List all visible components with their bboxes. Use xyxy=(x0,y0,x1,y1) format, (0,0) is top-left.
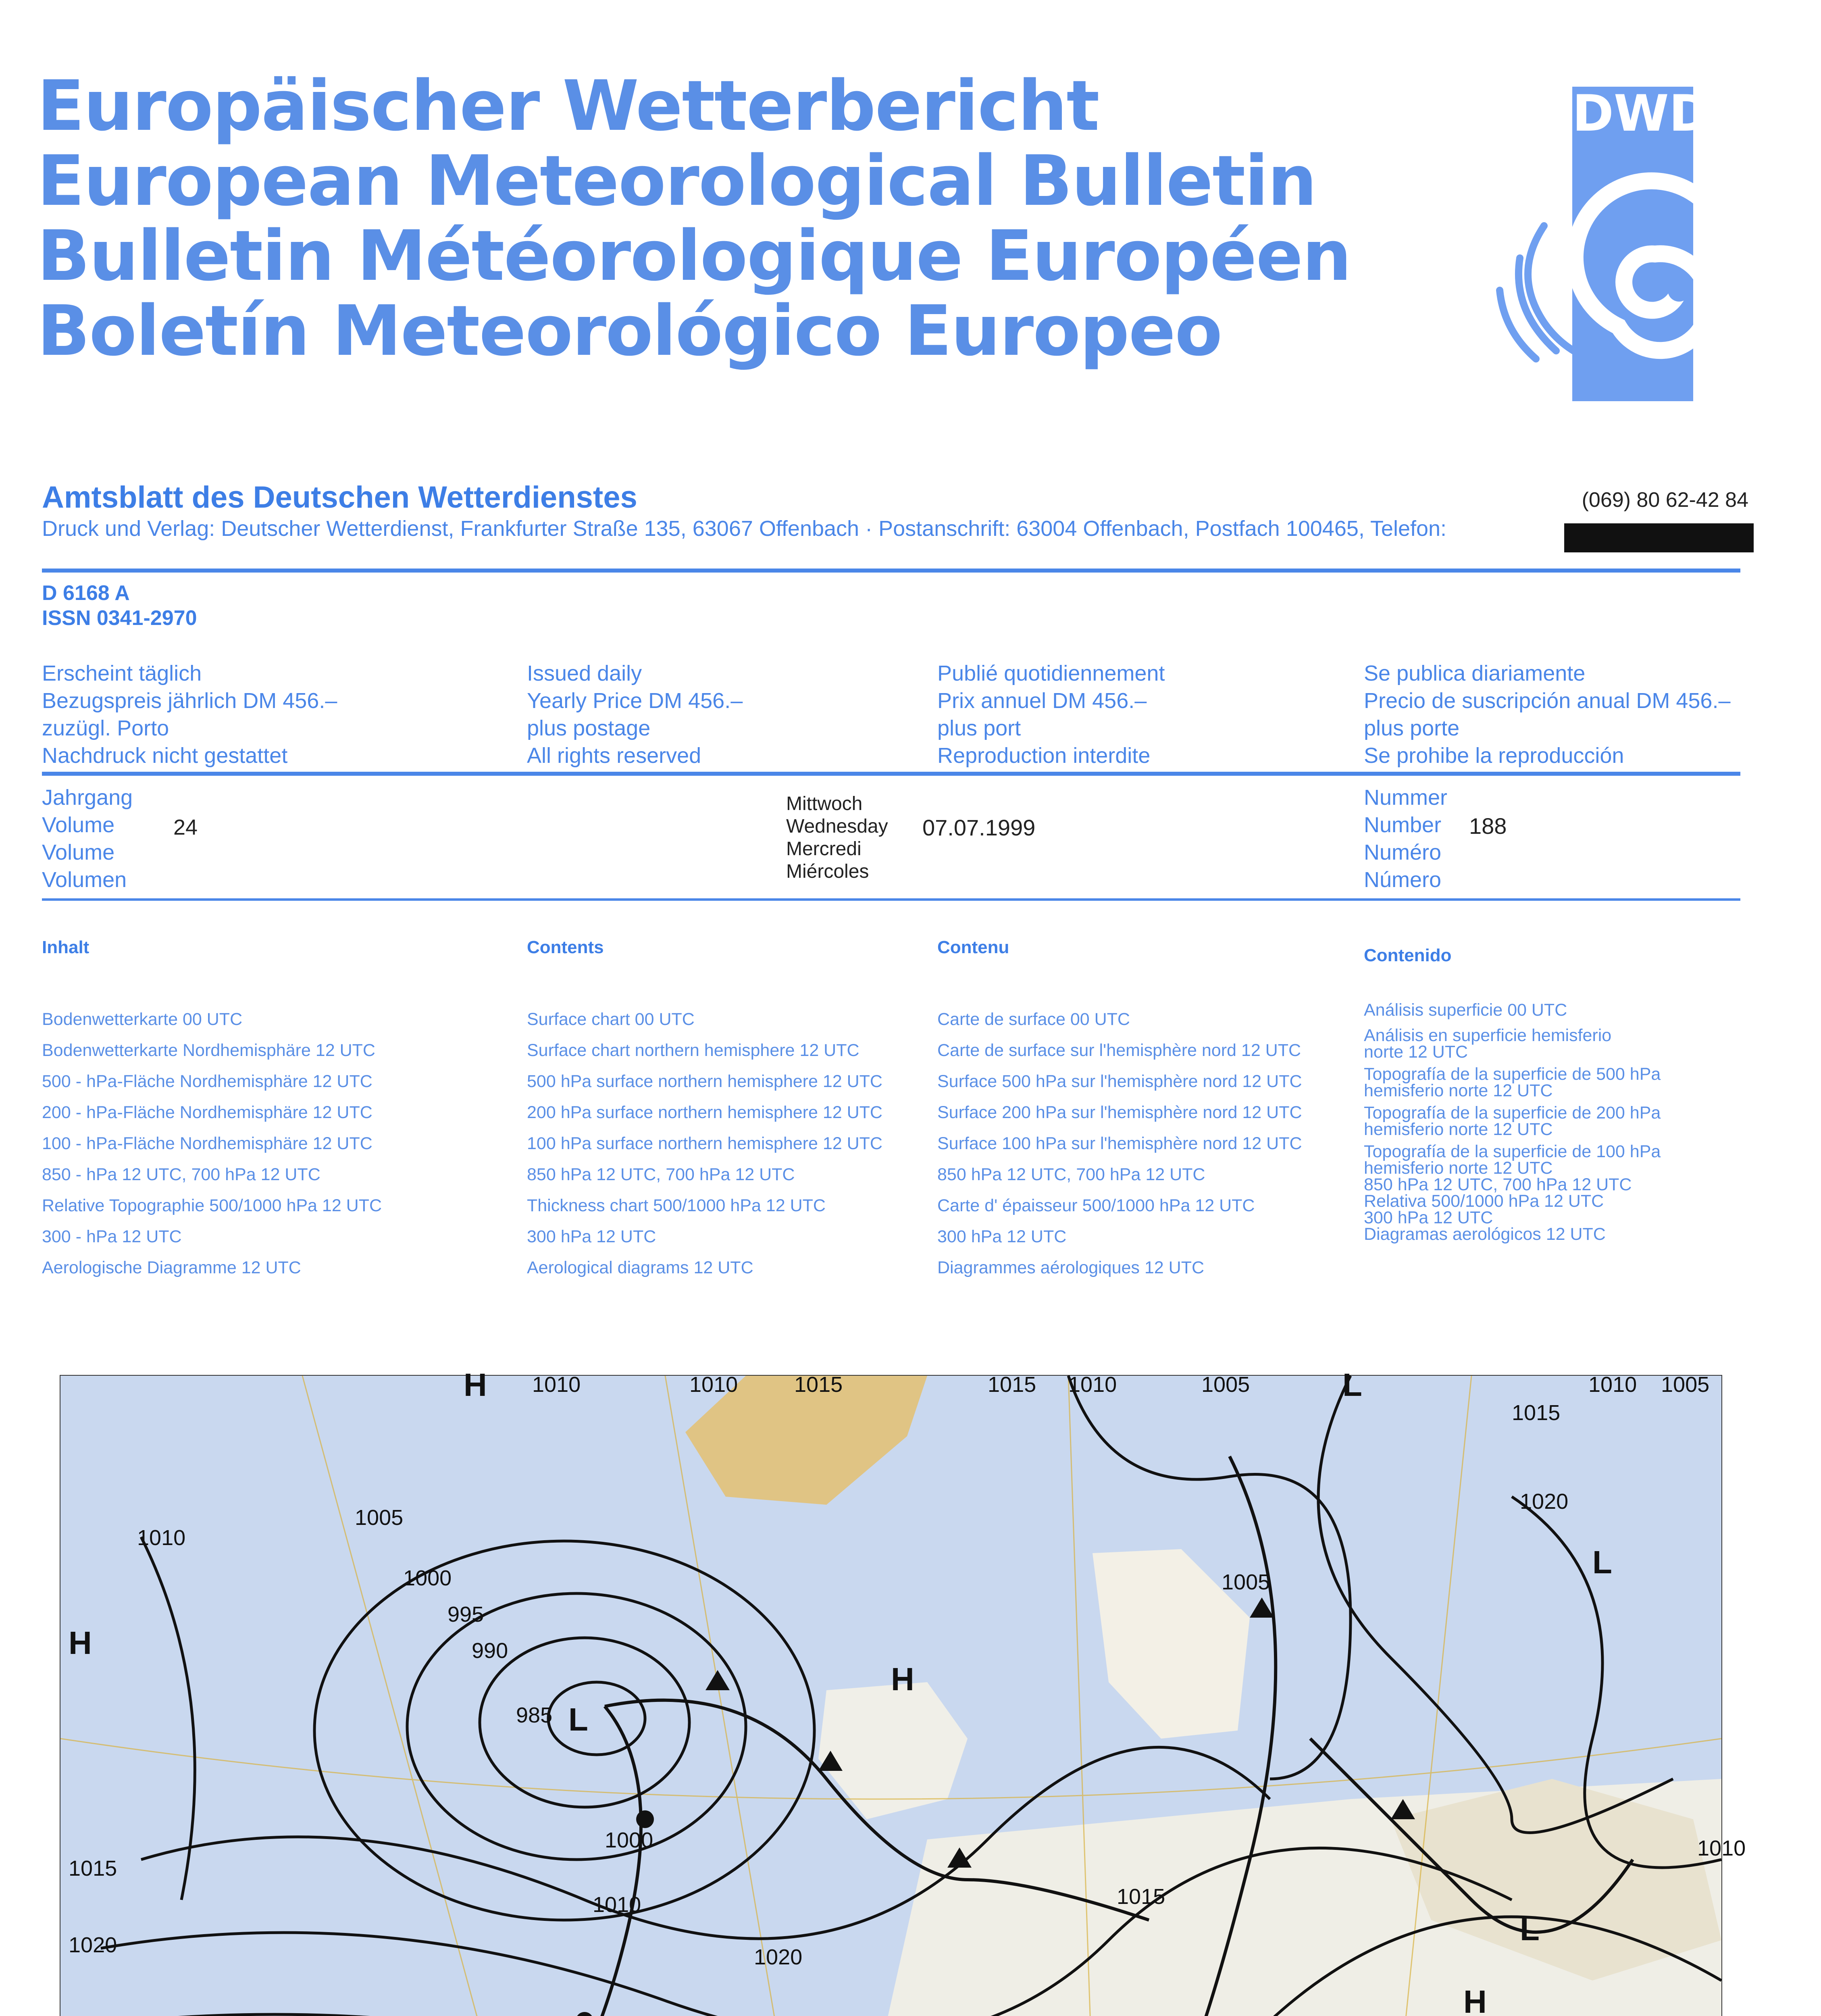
contents-item: Topografía de la superficie de 200 hPa xyxy=(1364,1103,1661,1123)
info-line: Issued daily xyxy=(527,661,642,685)
contents-item: Surface chart northern hemisphere 12 UTC xyxy=(527,1041,860,1060)
isobar-label: 1010 xyxy=(593,1893,641,1917)
contents-item: norte 12 UTC xyxy=(1364,1042,1468,1062)
contents-item: Diagrammes aérologiques 12 UTC xyxy=(937,1258,1205,1277)
volume-label: Jahrgang xyxy=(42,785,133,810)
isobar-label: 1020 xyxy=(1520,1489,1569,1514)
contents-item: hemisferio norte 12 UTC xyxy=(1364,1158,1553,1178)
contents-item: Diagramas aerológicos 12 UTC xyxy=(1364,1225,1606,1244)
identifiers xyxy=(42,581,197,631)
contents-item: hemisferio norte 12 UTC xyxy=(1364,1120,1553,1139)
contents-es xyxy=(1364,946,1661,1243)
isobar xyxy=(314,1541,814,1920)
front-triangle xyxy=(706,1670,730,1690)
isobar-label: 1020 xyxy=(754,1945,803,1969)
isobar-label: 1015 xyxy=(988,1372,1036,1397)
isobar-label: 1000 xyxy=(403,1566,452,1590)
number-labels xyxy=(1364,784,1447,893)
isobar-label: 1020 xyxy=(69,1933,117,1957)
contents-item: 200 hPa surface northern hemisphere 12 UTC xyxy=(527,1103,882,1122)
title-en: European Meteorological Bulletin xyxy=(37,140,1316,221)
info-line: Bezugspreis jährlich DM 456.– xyxy=(42,689,337,713)
isobar-label: 1010 xyxy=(1697,1836,1746,1860)
divider xyxy=(42,569,1740,573)
contents-item: 850 hPa 12 UTC, 700 hPa 12 UTC xyxy=(527,1165,795,1184)
info-line: zuzügl. Porto xyxy=(42,716,169,740)
contents-item: 300 hPa 12 UTC xyxy=(527,1227,656,1246)
number-value: 188 xyxy=(1469,813,1507,839)
publisher-line: Druck und Verlag: Deutscher Wetterdienst, Frankfurter Straße 135, 63067 Offenbach · Postanschrift: 63004 Offenbach, Postfach 100465, Telefon: xyxy=(42,516,1447,541)
weekday-label: Wednesday xyxy=(786,816,888,837)
contents-item: Carte de surface sur l'hemisphère nord 12 UTC xyxy=(937,1041,1301,1060)
isobar-label: 1015 xyxy=(794,1372,843,1397)
volume-label: Volume xyxy=(42,813,115,837)
warm-front xyxy=(504,1706,641,2016)
redaction-bar xyxy=(1564,523,1754,552)
isobar xyxy=(548,1682,645,1755)
bulletin-titles xyxy=(37,65,1351,371)
info-line: Se prohibe la reproducción xyxy=(1364,744,1624,768)
isobar-label: 1010 xyxy=(532,1372,581,1397)
info-line: Publié quotidiennement xyxy=(937,661,1165,685)
contents-heading: Inhalt xyxy=(42,937,89,957)
info-line: All rights reserved xyxy=(527,744,701,768)
contents-item: Bodenwetterkarte 00 UTC xyxy=(42,1010,243,1029)
d-number: D 6168 A xyxy=(42,581,130,605)
info-line: Reproduction interdite xyxy=(937,744,1151,768)
isobar-label: 1005 xyxy=(355,1506,404,1530)
contents-item: 500 - hPa-Fläche Nordhemisphäre 12 UTC xyxy=(42,1072,373,1091)
contents-heading: Contenido xyxy=(1364,946,1452,965)
contents-item: 850 hPa 12 UTC, 700 hPa 12 UTC xyxy=(1364,1175,1632,1194)
contents-item: 850 - hPa 12 UTC, 700 hPa 12 UTC xyxy=(42,1165,320,1184)
info-en xyxy=(527,660,743,769)
isobar xyxy=(1318,1376,1673,1833)
contents-item: 500 hPa surface northern hemisphere 12 UTC xyxy=(527,1072,882,1091)
issue-date: 07.07.1999 xyxy=(922,815,1036,840)
info-line: plus porte xyxy=(1364,716,1460,740)
contents-heading: Contenu xyxy=(937,937,1009,957)
divider xyxy=(42,898,1740,901)
info-line: plus postage xyxy=(527,716,651,740)
isobar-label: 1010 xyxy=(137,1526,186,1550)
front-semicircle xyxy=(576,2012,593,2016)
contents-item: 200 - hPa-Fläche Nordhemisphäre 12 UTC xyxy=(42,1103,373,1122)
isobar-label: 1005 xyxy=(1222,1570,1270,1594)
title-fr: Bulletin Météorologique Européen xyxy=(37,215,1351,296)
info-line: Prix annuel DM 456.– xyxy=(937,689,1147,713)
contents-item: Aerologische Diagramme 12 UTC xyxy=(42,1258,301,1277)
isobar-label: 1010 xyxy=(689,1372,738,1397)
contents-item: Relative Topographie 500/1000 hPa 12 UTC xyxy=(42,1196,382,1215)
volume-label: Volumen xyxy=(42,868,127,892)
low-center: L xyxy=(1592,1544,1612,1580)
title-de: Europäischer Wetterbericht xyxy=(37,65,1099,146)
surface-chart-svg xyxy=(60,1367,1746,2016)
number-label: Número xyxy=(1364,868,1442,892)
contents-item: Carte de surface 00 UTC xyxy=(937,1010,1130,1029)
info-line: Precio de suscripción anual DM 456.– xyxy=(1364,689,1731,713)
front-semicircle xyxy=(636,1810,654,1828)
agency-name: Amtsblatt des Deutschen Wetterdienstes xyxy=(42,480,637,514)
contents-item: Thickness chart 500/1000 hPa 12 UTC xyxy=(527,1196,826,1215)
contents-de xyxy=(42,937,382,1283)
contents-item: 100 - hPa-Fläche Nordhemisphäre 12 UTC xyxy=(42,1134,373,1153)
contents-item: Surface 500 hPa sur l'hemisphère nord 12 UTC xyxy=(937,1072,1302,1091)
swirl-logo-icon xyxy=(1476,169,1758,403)
contents-item: 100 hPa surface northern hemisphere 12 UTC xyxy=(527,1134,882,1153)
high-center: H xyxy=(69,1625,92,1661)
contents-item: Surface 100 hPa sur l'hemisphère nord 12 UTC xyxy=(937,1134,1302,1153)
contents-item: Análisis superficie 00 UTC xyxy=(1364,1000,1567,1020)
high-center: H xyxy=(1463,1984,1487,2016)
isobar-label: 985 xyxy=(516,1703,553,1727)
volume-labels xyxy=(42,784,133,893)
info-line: Erscheint täglich xyxy=(42,661,202,685)
low-center: L xyxy=(568,1702,588,1737)
info-es xyxy=(1364,660,1730,769)
high-center: H xyxy=(464,1367,487,1403)
contents-item: 300 hPa 12 UTC xyxy=(937,1227,1067,1246)
isobar-label: 1015 xyxy=(69,1856,117,1881)
title-es: Boletín Meteorológico Europeo xyxy=(37,290,1222,371)
contents-item: Topografía de la superficie de 500 hPa xyxy=(1364,1064,1661,1084)
contents-item: Análisis en superficie hemisferio xyxy=(1364,1026,1612,1045)
isobar-label: 1000 xyxy=(605,1828,653,1852)
surface-chart xyxy=(60,1367,1746,2016)
weekday-labels xyxy=(786,793,888,883)
weekday-label: Miércoles xyxy=(786,861,869,882)
weekday-label: Mittwoch xyxy=(786,793,863,814)
low-center: L xyxy=(1342,1367,1362,1403)
number-label: Nummer xyxy=(1364,785,1448,810)
number-label: Number xyxy=(1364,813,1442,837)
divider xyxy=(42,772,1740,776)
isobar-label: 1010 xyxy=(1068,1372,1117,1397)
isobar xyxy=(141,1537,195,1900)
info-de xyxy=(42,660,337,769)
isobar-label: 1010 xyxy=(1588,1372,1637,1397)
info-line: Nachdruck nicht gestattet xyxy=(42,744,288,768)
info-line: Se publica diariamente xyxy=(1364,661,1586,685)
volume-value: 24 xyxy=(173,815,198,839)
contents-heading: Contents xyxy=(527,937,604,957)
isobar-label: 990 xyxy=(472,1639,508,1663)
weekday-label: Mercredi xyxy=(786,838,862,860)
logo-abbr: DWD xyxy=(1572,85,1711,143)
info-fr xyxy=(937,660,1165,769)
isobar-label: 1015 xyxy=(1117,1885,1165,1909)
issn: ISSN 0341-2970 xyxy=(42,606,197,630)
high-center: H xyxy=(891,1661,914,1697)
info-line: Yearly Price DM 456.– xyxy=(527,689,743,713)
contents-item: Surface chart 00 UTC xyxy=(527,1010,695,1029)
phone-number: (069) 80 62-42 84 xyxy=(1582,488,1748,512)
isobar-label: 1015 xyxy=(1512,1401,1561,1425)
contents-item: Surface 200 hPa sur l'hemisphère nord 12 UTC xyxy=(937,1103,1302,1122)
contents-item: Relativa 500/1000 hPa 12 UTC xyxy=(1364,1191,1604,1211)
contents-item: Aerological diagrams 12 UTC xyxy=(527,1258,753,1277)
contents-item: 850 hPa 12 UTC, 700 hPa 12 UTC xyxy=(937,1165,1205,1184)
contents-item: Topografía de la superficie de 100 hPa xyxy=(1364,1142,1661,1161)
info-line: plus port xyxy=(937,716,1021,740)
volume-label: Volume xyxy=(42,840,115,864)
contents-fr xyxy=(937,937,1302,1283)
isobar-label: 1005 xyxy=(1201,1372,1250,1397)
isobar-label: 1005 xyxy=(1661,1372,1710,1397)
contents-item: Bodenwetterkarte Nordhemisphäre 12 UTC xyxy=(42,1041,375,1060)
contents-item: 300 - hPa 12 UTC xyxy=(42,1227,182,1246)
low-center: L xyxy=(1520,1911,1540,1947)
contents-item: 300 hPa 12 UTC xyxy=(1364,1208,1493,1227)
number-label: Numéro xyxy=(1364,840,1442,864)
contents-item: hemisferio norte 12 UTC xyxy=(1364,1081,1553,1100)
isobar-label: 995 xyxy=(447,1602,484,1627)
contents-en xyxy=(527,937,882,1283)
contents-item: Carte d' épaisseur 500/1000 hPa 12 UTC xyxy=(937,1196,1255,1215)
